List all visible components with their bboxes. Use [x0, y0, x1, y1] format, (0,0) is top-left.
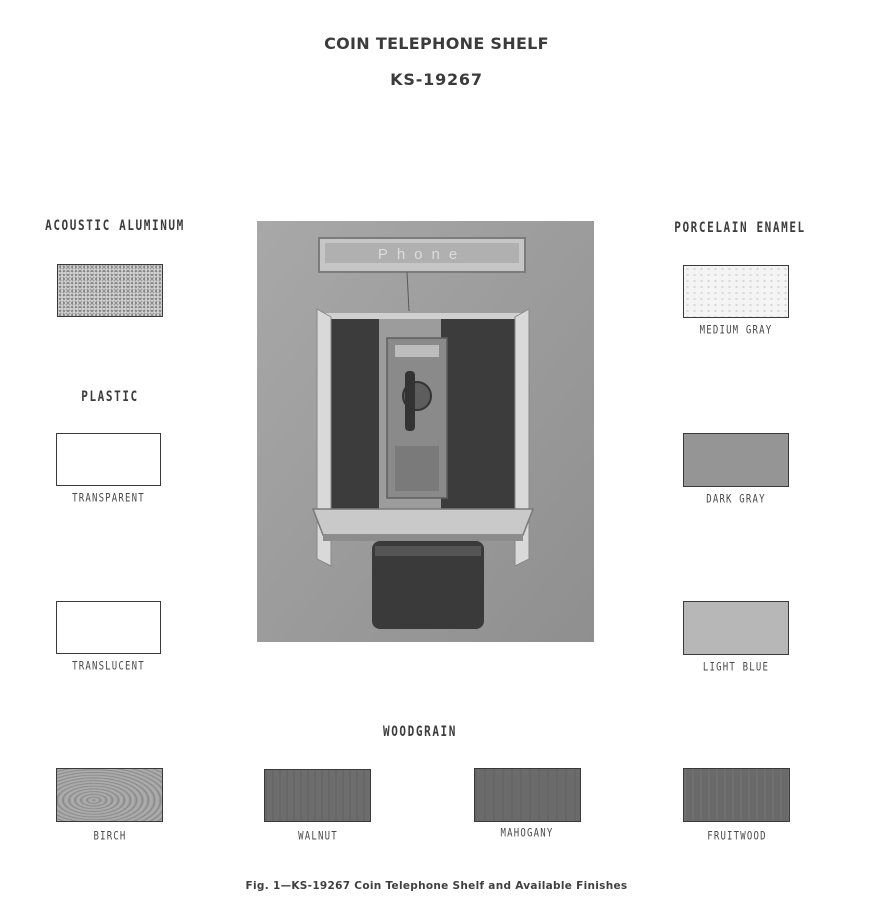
walnut-swatch [264, 769, 371, 822]
figure-caption: Fig. 1—KS-19267 Coin Telephone Shelf and Available Finishes [245, 880, 628, 892]
translucent-label: TRANSLUCENT [72, 660, 145, 674]
light-blue-label: LIGHT BLUE [702, 661, 770, 675]
transparent-label: TRANSPARENT [72, 492, 145, 506]
dark-gray-swatch [683, 433, 789, 487]
translucent-swatch [56, 601, 161, 654]
model-number: KS-19267 [390, 70, 483, 89]
acoustic-aluminum-heading: ACOUSTIC ALUMINUM [45, 217, 185, 234]
light-blue-swatch [683, 601, 789, 655]
phone-sign-text: Phone [377, 246, 467, 263]
fruitwood-label: FRUITWOOD [707, 830, 767, 844]
birch-label: BIRCH [93, 830, 127, 844]
page-title: COIN TELEPHONE SHELF [324, 34, 549, 53]
dark-gray-label: DARK GRAY [706, 493, 766, 507]
walnut-label: WALNUT [298, 830, 338, 844]
coin-telephone-shelf-photo [257, 221, 594, 642]
plastic-heading: PLASTIC [81, 388, 139, 405]
mahogany-swatch [474, 768, 581, 822]
acoustic-aluminum-swatch [57, 264, 163, 317]
birch-swatch [56, 768, 163, 822]
fruitwood-swatch [683, 768, 790, 822]
medium-gray-label: MEDIUM GRAY [699, 324, 773, 338]
porcelain-enamel-heading: PORCELAIN ENAMEL [674, 219, 806, 236]
medium-gray-swatch [683, 265, 789, 318]
transparent-swatch [56, 433, 161, 486]
mahogany-label: MAHOGANY [500, 827, 554, 841]
woodgrain-heading: WOODGRAIN [382, 723, 457, 740]
